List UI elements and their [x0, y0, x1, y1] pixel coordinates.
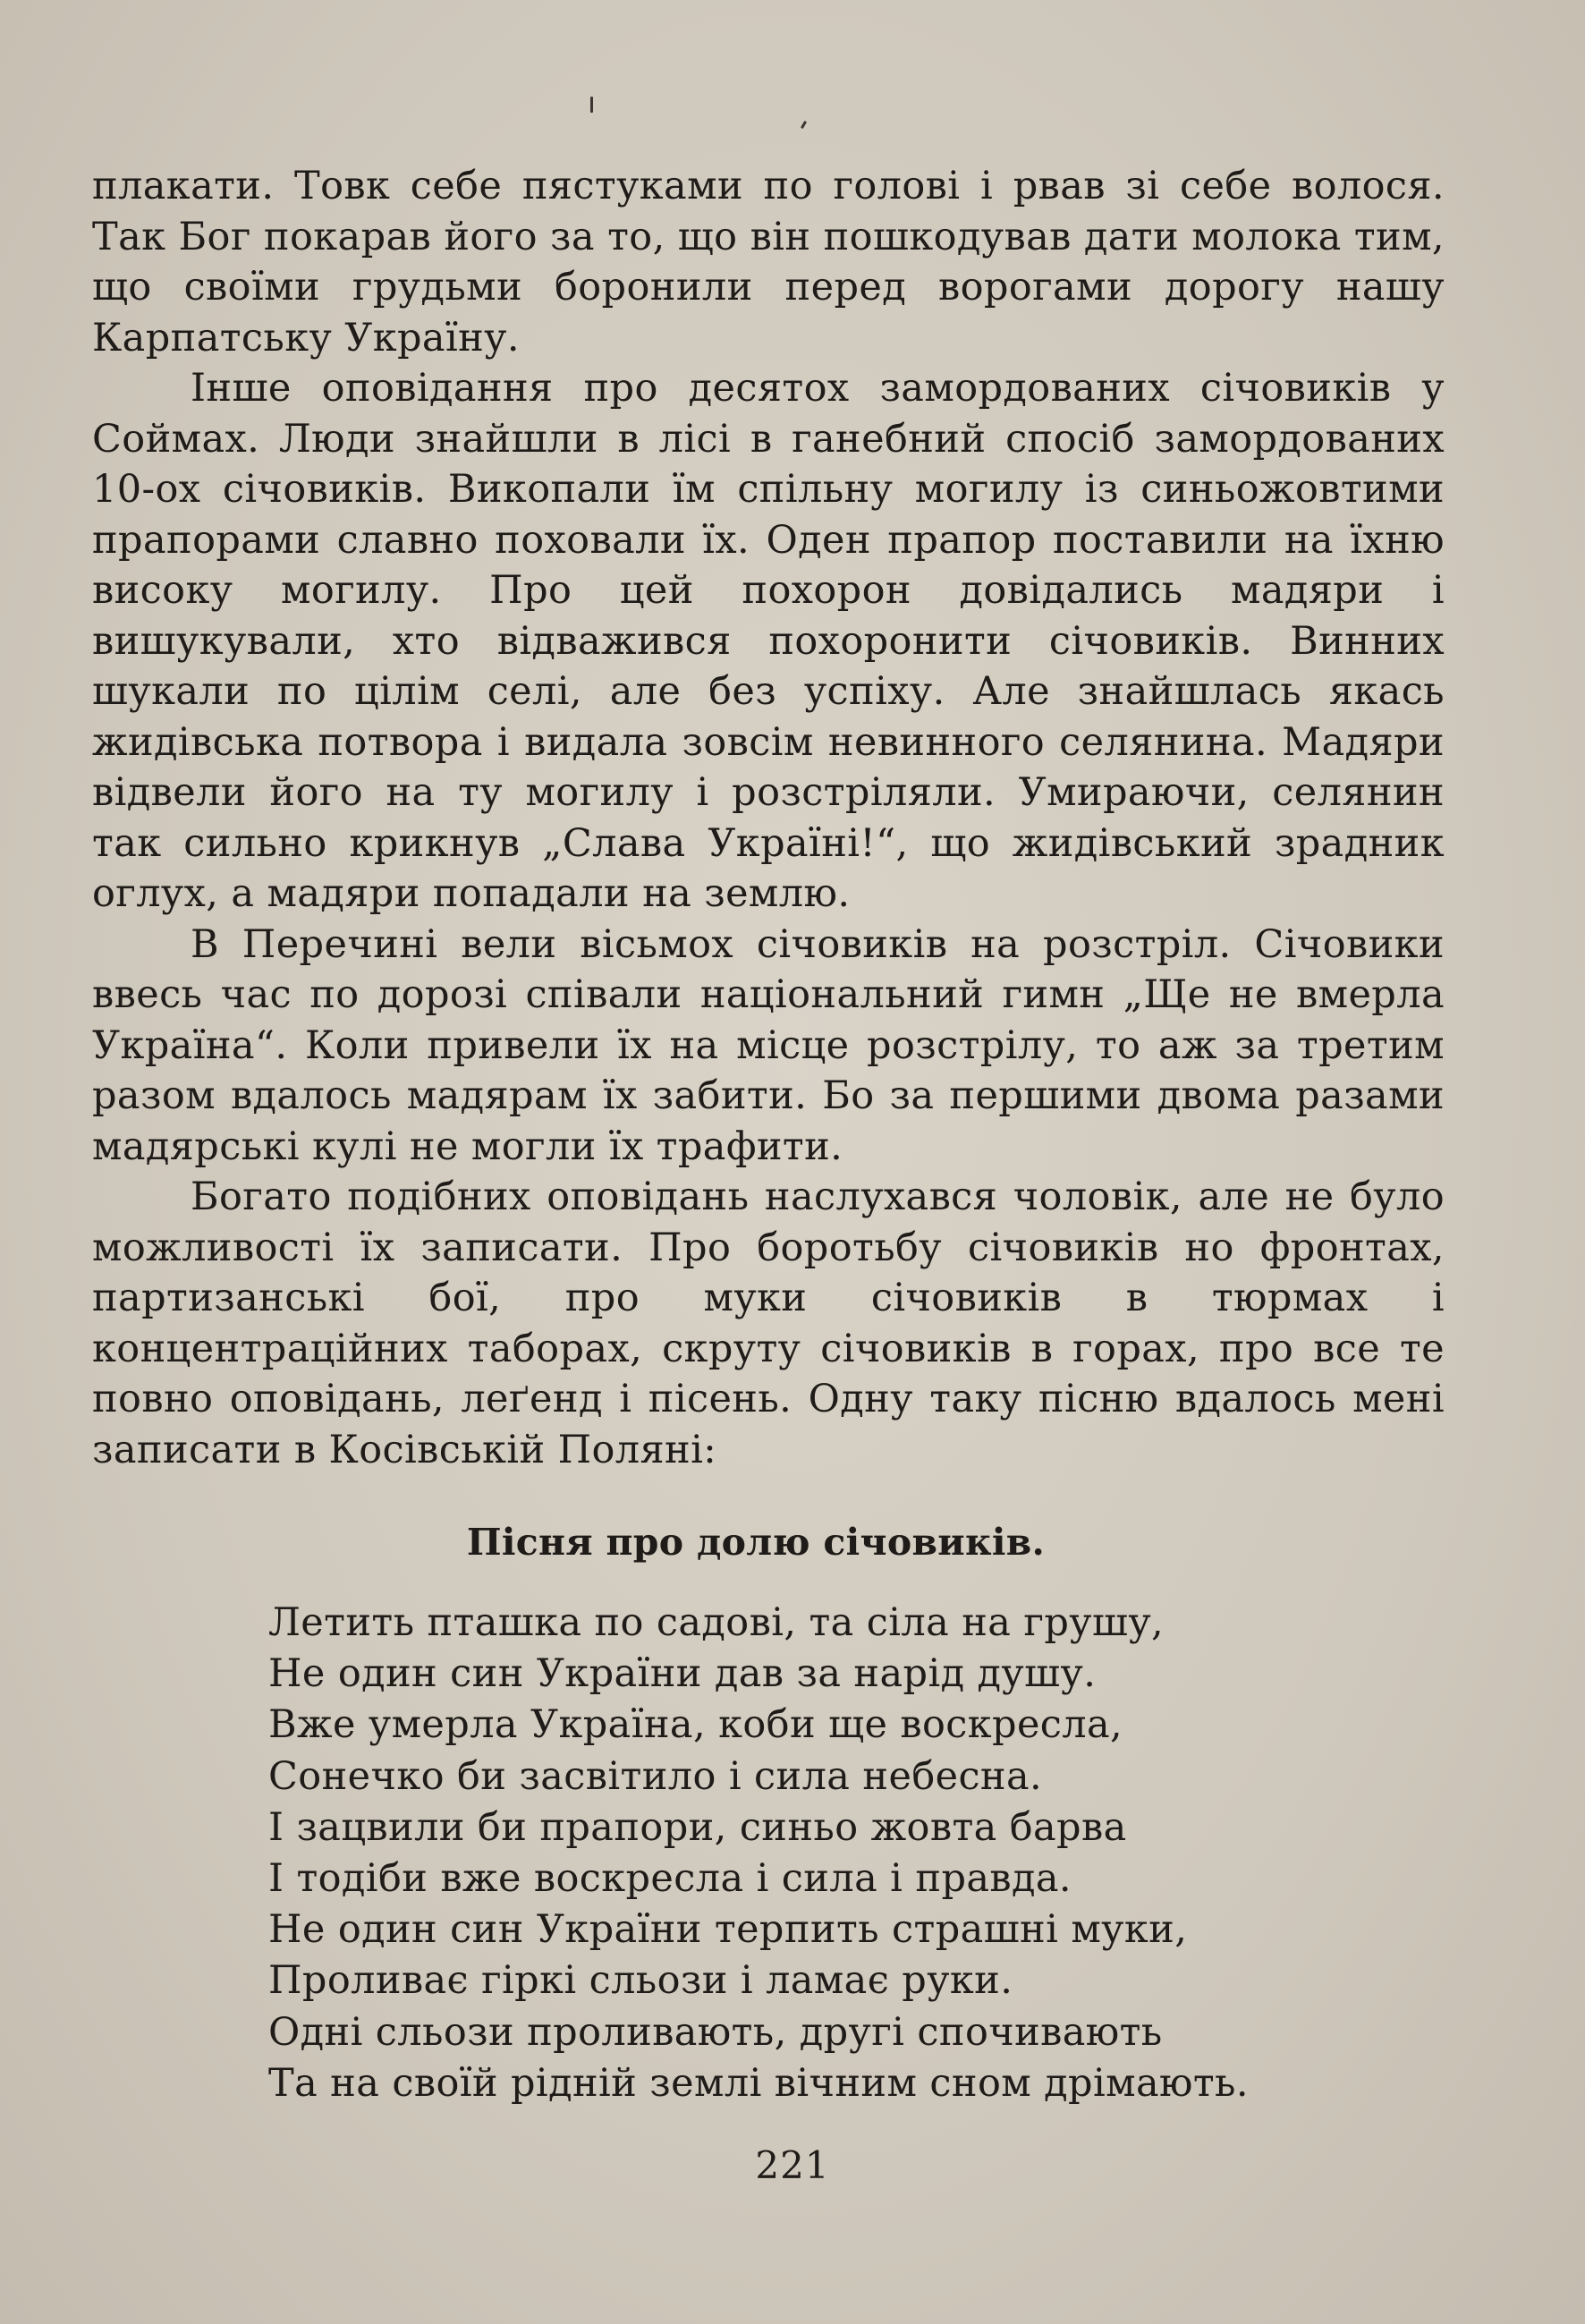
verse-line: Не один син України дав за нарід душу.: [268, 1651, 1097, 1697]
verse-line: Одні сльози проливають, другі спочивають: [268, 2009, 1163, 2055]
speck-mark: [590, 97, 593, 113]
verse-line: Летить пташка по садові, та сіла на грушу,: [268, 1600, 1165, 1645]
verse-line: Сонечко би засвітило і сила небесна.: [268, 1753, 1043, 1799]
page-number: 221: [755, 2143, 830, 2187]
verse-line: Проливає гіркі сльози і ламає руки.: [268, 1958, 1013, 2004]
speck-mark: [801, 121, 807, 129]
verse-line: Та на своїй рідній землі вічним сном дрімають.: [268, 2060, 1249, 2106]
paragraph-2: Інше оповідання про десятох замордованих січовиків у Соймах. Люди знайшли в лісі в ганебний спосіб замордованих 10-ох січовиків. Викопали їм спільну могилу із синьожовтими прапорами славно поховали їх. Оден прапор поставили на їхню високу могилу. Про цей похорон довідались мадяри і вишукували, хто відважився похоронити січовиків. Винних шукали по цілім селі, але без успіху. Але знайшлась якась жидівська потвора і видала зовсім невинного селянина. Мадяри відвели його на ту могилу і розстріляли. Умираючи, селянин так сильно крикнув „Слава Україні!“, що жидівський зрадник оглух, а мадяри попадали на землю.: [92, 366, 1445, 916]
paragraph-1: плакати. Товк себе пястуками по голові і рвав зі себе волося. Так Бог покарав його за то, що він пошкодував дати молока тим, що своїми грудьми боронили перед ворогами дорогу нашу Карпатську Україну.: [92, 164, 1445, 360]
body-text: [92, 161, 1445, 1475]
verse-line: Вже умерла Україна, коби ще воскресла,: [268, 1702, 1123, 1748]
verse-line: І тодіби вже воскресла і сила і правда.: [268, 1856, 1072, 1902]
paragraph-4: Богато подібних оповідань наслухався чоловік, але не було можливості їх записати. Про боротьбу січовиків но фронтах, партизанські бої, про муки січовиків в тюрмах і концентраційних таборах, скруту січовиків в горах, про все те повно оповідань, леґенд і пісень. Одну таку пісню вдалось мені записати в Косівській Поляні:: [92, 1175, 1445, 1472]
song-verse: [268, 1598, 1342, 2109]
verse-line: І зацвили би прапори, синьо жовта барва: [268, 1804, 1127, 1850]
verse-line: Не один син України терпить страшні муки,: [268, 1907, 1188, 1953]
song-title: Пісня про долю січовиків.: [466, 1521, 1046, 1564]
paragraph-3: В Перечині вели вісьмох січовиків на розстріл. Січовики ввесь час по дорозі співали національний гимн „Ще не вмерла Україна“. Коли привели їх на місце розстрілу, то аж за третим разом вдалось мадярам їх забити. Бо за першими двома разами мадярські кулі не могли їх трафити.: [92, 921, 1445, 1169]
